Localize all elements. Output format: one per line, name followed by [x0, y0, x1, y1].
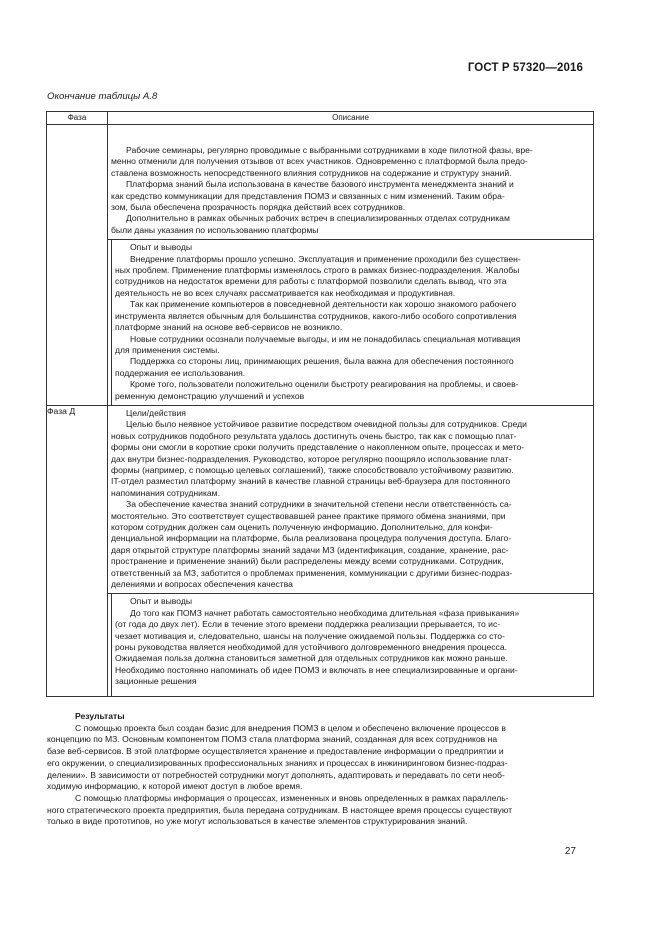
text-line: Новые сотрудники осознали получаемые выгоды, и им не понадобилась специальная мотивация: [130, 333, 521, 344]
text-line: (от года до двух лет). Если в течение этого времени поддержка реализации прерывается, то ис-: [115, 619, 501, 630]
text-line: пространение и применение знаний) были распределены между всеми сотрудниками. Сотрудник,: [111, 556, 504, 567]
text-line: деятельность не во всех случаях рассматривается как необходимая и продуктивная.: [115, 287, 456, 298]
text-line: делении». В зависимости от потребностей сотрудники могут дополнять, адаптировать и передавать по сети необ-: [47, 769, 505, 780]
text-line: даря открытой структуре платформы знаний задачи МЗ (идентификация, создание, хранение, рас-: [111, 544, 509, 555]
text-line: платформе знаний на основе веб-сервисов не возникло.: [115, 322, 343, 333]
table-row: [47, 125, 594, 406]
text-line: Целью было неявное устойчивое развитие посредством очевидной пользы для сотрудников. Среди: [126, 419, 527, 430]
text-line: ответственный за МЗ, заботится о проблемах применения, коммуникации с другими бизнес-подраз-: [111, 567, 513, 578]
text-line: ставлена возможность непосредственного влияния сотрудников на содержание и структуру знаний.: [111, 167, 512, 178]
text-line: для применения системы.: [115, 344, 220, 355]
text-line: Необходимо постоянно напоминать об идее ПОМЗ и включать в нее специализированные и органи-: [115, 664, 518, 675]
text-line: только в виде прототипов, но уже могут использоваться в качестве элементов структурирования знаний.: [47, 816, 468, 827]
text-line: Платформа знаний была использована в качестве базового инструмента менеджмента знаний и: [126, 179, 514, 190]
text-line: До того как ПОМЗ начнет работать самостоятельно необходима длительная «фаза привыкания»: [130, 607, 520, 618]
text-line: формы (например, с помощью целевых соглашений), также способствовало устойчивому развитию.: [111, 464, 514, 475]
text-line: формы они смогли в короткие сроки получить представление о накопленном опыте, процессах и мето-: [111, 442, 525, 453]
section-heading: Результаты: [75, 711, 125, 721]
standard-number: ГОСТ Р 57320—2016: [467, 62, 583, 74]
column-header-phase: Фаза: [47, 112, 108, 125]
text-line: базе веб-сервисов. В этой платформе осуществляется хранение и предоставление информации о предприятии и: [47, 746, 504, 757]
text-block: [108, 125, 593, 239]
text-line: как средство коммуникации для представления ПОМЗ и связанных с ним изменений. Таким обра-: [111, 190, 505, 201]
description-block: [111, 594, 593, 695]
text-line: ходимую информацию, к которой имеют доступ в любое время.: [47, 781, 303, 792]
text-line: сотрудников на недостаток времени для работы с платформой позволили сделать вывод, что эта: [115, 276, 507, 287]
text-line: Ожидаемая польза должна становиться заметной для отдельных сотрудников как можно раньше.: [115, 653, 508, 664]
text-line: За обеспечение качества знаний сотрудники в значительной степени несли ответственность са-: [126, 499, 512, 510]
description-block: [108, 406, 593, 595]
text-line: денциальной информации на платформе, была реализована процедура получения доступа. Благо-: [111, 533, 512, 544]
text-line: поддержания ее использования.: [115, 367, 246, 378]
text-line: чезает мотивация и, следовательно, шансы на получение ожидаемой пользы. Поддержка со сто-: [115, 630, 505, 641]
description-cell: [108, 125, 594, 406]
text-line: ных проблем. Применение платформы изменялось строго в рамках бизнес-подразделения. Жалобы: [115, 265, 520, 276]
text-line: Дополнительно в рамках обычных рабочих встреч в специализированных отделах сотрудникам: [126, 213, 510, 224]
phase-cell: [47, 125, 108, 406]
text-line: мостоятельно. Это соответствует существовавшей ранее практике прямого обмена знаниями, при: [111, 510, 506, 521]
text-line: его окружении, о специализированных профессиональных знаниях и процессах в инжиниринговом бизнес-подраз-: [47, 757, 508, 768]
block-heading: Цели/действия: [126, 407, 186, 418]
text-line: С помощью проекта был создан базис для внедрения ПОМЗ в целом и обеспечено включение процессов в: [75, 722, 506, 733]
phase-cell: Фаза Д: [47, 405, 108, 696]
text-block: [112, 594, 593, 695]
text-line: IT-отдел разместил платформу знаний в качестве главной страницы веб-браузера для постоянного: [111, 476, 511, 487]
text-line: Кроме того, пользователи положительно оценили быстроту реагирования на проблемы, и своев-: [130, 379, 519, 390]
text-line: инструмента является обычным для большинства сотрудников, какого-либо особого сопротивления: [115, 310, 517, 321]
text-line: С помощью платформы информация о процессах, измененных и вновь определенных в рамках параллель-: [75, 792, 509, 803]
text-line: менно отменили для получения отзывов от всех участников. Одновременно с платформой была предо-: [111, 156, 528, 167]
text-line: были даны указания по использованию платформы: [111, 224, 319, 235]
text-line: ременную демонстрацию улучшений и успехов: [115, 390, 305, 401]
text-block: [112, 240, 593, 405]
text-line: зационные решения: [115, 676, 197, 687]
text-line: Поддержка со стороны лиц, принимающих решения, была важна для обеспечения постоянного: [130, 356, 514, 367]
text-line: котором сотрудник должен сам оценить полученную информацию. Дополнительно, для конфи-: [111, 522, 493, 532]
page-number: 27: [564, 846, 576, 857]
description-block: [108, 125, 593, 240]
block-heading: Опыт и выводы: [130, 596, 193, 607]
phase-table: [46, 111, 594, 697]
column-header-description: Описание: [108, 112, 594, 125]
description-cell: [108, 405, 594, 696]
text-line: новых сотрудников подобного результата удалось достигнуть очень быстро, так как с помощью плат-: [111, 430, 517, 441]
text-line: концепцию по МЗ. Основным компонентом ПОМЗ стала платформа знаний, созданная для всех сотрудников на: [47, 734, 498, 745]
text-line: Внедрение платформы прошло успешно. Эксплуатация и применение проходили без существен-: [130, 253, 521, 264]
text-line: напоминания сотрудникам.: [111, 487, 220, 498]
results-section: [47, 711, 590, 828]
table-row: [47, 405, 594, 696]
block-heading: Опыт и выводы: [130, 242, 193, 253]
paragraph: [47, 793, 590, 828]
text-line: зом, была обеспечена прозрачность порядка действий всех сотрудников.: [111, 202, 406, 213]
text-line: делениями и вопросах обеспечения качества: [111, 579, 293, 590]
text-line: роны руководства является необходимой для устойчивого долговременного внедрения процесса.: [115, 642, 508, 653]
description-block: [111, 240, 593, 405]
text-line: дах внутри бизнес-подразделения. Руководство, которое регулярно поощряло использование плат-: [111, 453, 512, 464]
table-header-row: [47, 112, 594, 125]
paragraph: [47, 723, 590, 793]
text-line: ного стратегического проекта предприятия, была передана сотрудникам. В настоящее время процессы существуют: [47, 804, 513, 815]
table-caption: Окончание таблицы А.8: [47, 91, 158, 102]
text-block: [108, 406, 593, 594]
text-line: Рабочие семинары, регулярно проводимые с выбранными сотрудниками в ходе пилотной фазы, вре-: [126, 145, 533, 155]
text-line: Так как применение компьютеров в повседневной деятельности как хорошо знакомого рабочего: [130, 299, 517, 310]
